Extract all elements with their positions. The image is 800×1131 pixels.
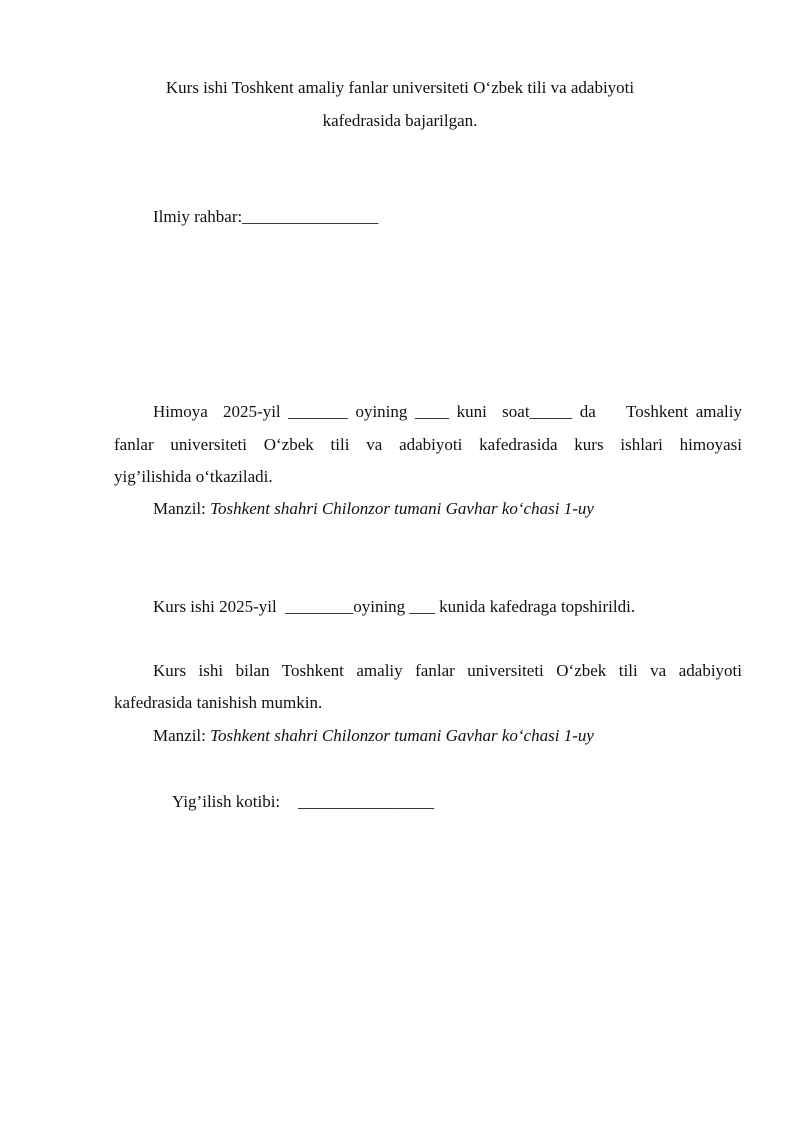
- submission-line: Kurs ishi 2025-yil ________oyining ___ kunida kafedraga topshirildi.: [153, 597, 636, 616]
- header-line-1: Kurs ishi Toshkent amaliy fanlar universiteti O‘zbek tili va adabiyoti: [165, 78, 635, 97]
- defense-address-value: Toshkent shahri Chilonzor tumani Gavhar ko‘chasi 1-uy: [210, 499, 594, 518]
- access-address-value: Toshkent shahri Chilonzor tumani Gavhar ko‘chasi 1-uy: [210, 726, 594, 745]
- secretary-blank: ________________: [298, 792, 435, 811]
- defense-address-label: Manzil:: [153, 499, 211, 518]
- access-address-label: Manzil:: [153, 726, 211, 745]
- defense-address: [153, 498, 594, 520]
- supervisor-line: [153, 206, 378, 228]
- access-line-1: Kurs ishi bilan Toshkent amaliy fanlar universiteti O‘zbek tili va adabiyoti: [153, 661, 742, 680]
- defense-line-1: Himoya 2025-yil _______ oyining ____ kuni soat_____ da Toshkent amaliy: [153, 402, 742, 421]
- secretary-label: Yig’ilish kotibi:: [172, 792, 281, 811]
- supervisor-blank: ________________: [242, 207, 379, 226]
- header-line-2: kafedrasida bajarilgan.: [322, 111, 478, 130]
- defense-line-3: yig’ilishida o‘tkaziladi.: [114, 467, 273, 486]
- access-line-2: kafedrasida tanishish mumkin.: [114, 693, 323, 712]
- secretary-line: [172, 791, 434, 813]
- access-address: [153, 725, 594, 747]
- supervisor-label: Ilmiy rahbar:: [153, 207, 243, 226]
- defense-line-2: fanlar universiteti O‘zbek tili va adabiyoti kafedrasida kurs ishlari himoyasi: [114, 435, 742, 454]
